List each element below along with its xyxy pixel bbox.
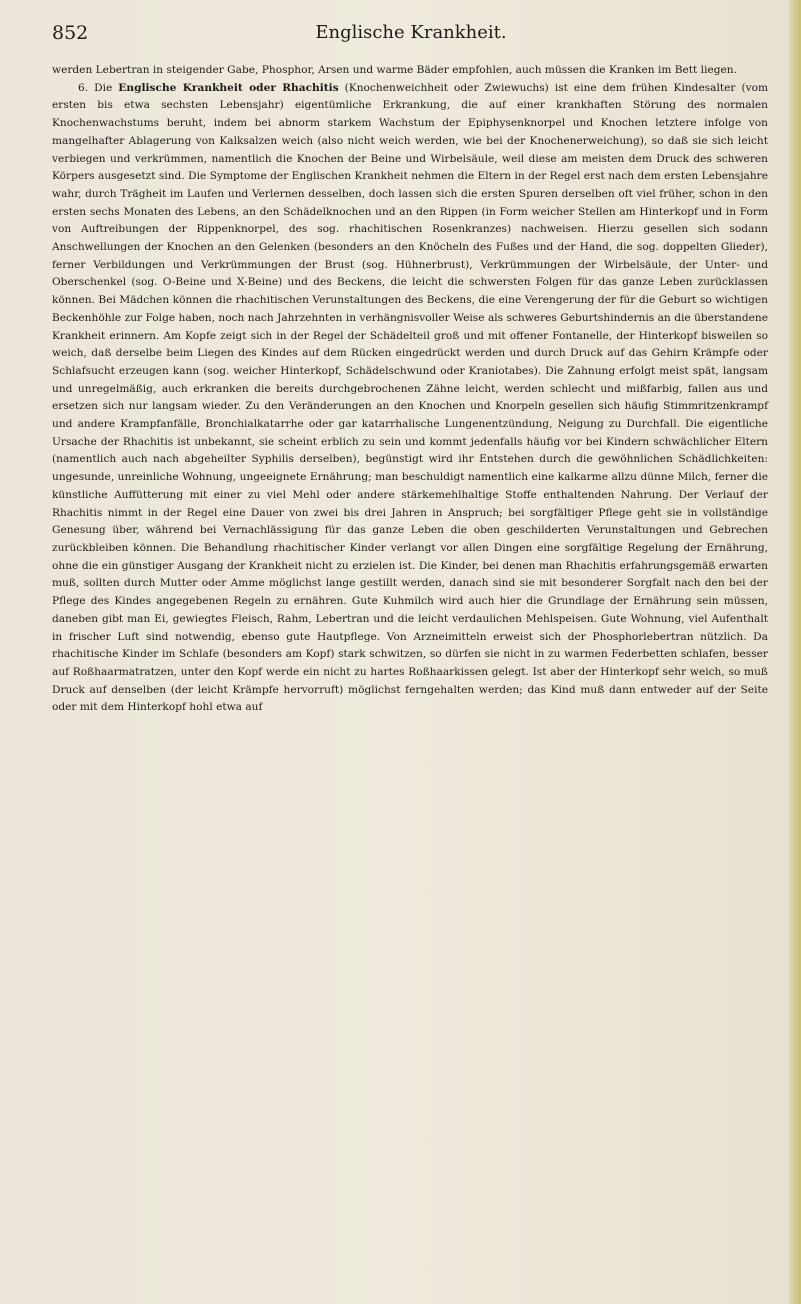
paragraph-text: werden Lebertran in steigender Gabe, Phosphor, Arsen und warme Bäder empfohlen, auch müssen die Kranken im Bett liegen. bbox=[52, 64, 737, 76]
running-title: Englische Krankheit. bbox=[315, 22, 507, 43]
paragraph-english-disease bbox=[52, 80, 768, 717]
page-number: 852 bbox=[52, 22, 89, 44]
paragraph-number: 6. Die bbox=[78, 81, 119, 94]
body-text bbox=[52, 62, 768, 717]
paragraph-continuation bbox=[52, 62, 768, 80]
page-header bbox=[52, 22, 770, 52]
section-heading: Englische Krankheit oder Rhachitis bbox=[118, 81, 339, 94]
paragraph-text: (Knochenweichheit oder Zwiewuchs) ist eine dem frühen Kindesalter (vom ersten bis etwa sechsten Lebensjahr) eigentümliche Erkrankung, die auf einer krankhaften Störung des normalen Knochenwachstums beruht, indem bei abnorm starkem Wachstum der Epiphysenknorpel und Knochen letztere infolge von mangelhafter Ablagerung von Kalksalzen weich (also nicht weich werden, wie bei der Knochenerweichung), so daß sie sich leicht verbiegen und verkrümmen, namentlich die Knochen der Beine und Wirbelsäule, weil diese am meisten dem Druck des schweren Körpers ausgesetzt sind. Die Symptome der Englischen Krankheit nehmen die Eltern in der Regel erst nach dem ersten Lebensjahre wahr, durch Trägheit im Laufen und Verlernen desselben, doch lassen sich die ersten Spuren derselben oft viel früher, schon in den ersten sechs Monaten des Lebens, an den Schädelknochen und an den Rippen (in Form weicher Stellen am Hinterkopf und in Form von Auftreibungen der Rippenknorpel, des sog. rhachitischen Rosenkranzes) nachweisen. Hierzu gesellen sich sodann Anschwellungen der Knochen an den Gelenken (besonders an den Knöcheln des Fußes und der Hand, die sog. doppelten Glieder), ferner Verbildungen und Verkrümmungen der Brust (sog. Hühnerbrust), Verkrümmungen der Wirbelsäule, der Unter- und Oberschenkel (sog. O-Beine und X-Beine) und des Beckens, die leicht die schwersten Folgen für das ganze Leben zurücklassen können. Bei Mädchen können die rhachitischen Verunstaltungen des Beckens, die eine Verengerung der für die Geburt so wichtigen Beckenhöhle zur Folge haben, noch nach Jahrzehnten in verhängnisvoller Weise als schweres Geburtshindernis an die überstandene Krankheit erinnern. Am Kopfe zeigt sich in der Regel der Schädelteil groß und mit offener Fontanelle, der Hinterkopf bisweilen so weich, daß derselbe beim Liegen des Kindes auf dem Rücken eingedrückt werden und durch Druck auf das Gehirn Krämpfe oder Schlafsucht erzeugen kann (sog. weicher Hinterkopf, Schädelschwund oder Kraniotabes). Die Zahnung erfolgt meist spät, langsam und unregelmäßig, auch erkranken die bereits durchgebrochenen Zähne leicht, werden schlecht und mißfarbig, fallen aus und ersetzen sich nur langsam wieder. Zu den Veränderungen an den Knochen und Knorpeln gesellen sich häufig Stimmritzenkrampf und andere Krampfanfälle, Bronchialkatarrhe oder gar katarrhalische Lungenentzündung, Neigung zu Durchfall. Die eigentliche Ursache der Rhachitis ist unbekannt, sie scheint erblich zu sein und kommt jedenfalls häufig vor bei Kindern schwächlicher Eltern (namentlich auch nach abgeheilter Syphilis derselben), begünstigt wird ihr Entstehen durch die gewöhnlichen Schädlichkeiten: ungesunde, unreinliche Wohnung, ungeeignete Ernährung; man beschuldigt namentlich eine kalkarme allzu dünne Milch, ferner die künstliche Auffütterung mit einer zu viel Mehl oder andere stärkemehlhaltige Stoffe enthaltenden Nahrung. Der Verlauf der Rhachitis nimmt in der Regel eine Dauer von zwei bis drei Jahren in Anspruch; bei sorgfältiger Pflege geht sie in vollständige Genesung über, während bei Vernachlässigung für das ganze Leben die oben geschilderten Verunstaltungen und Gebrechen zurückbleiben können. Die Behandlung rhachitischer Kinder verlangt vor allen Dingen eine sorgfältige Regelung der Ernährung, ohne die ein günstiger Ausgang der Krankheit nicht zu erzielen ist. Die Kinder, bei denen man Rhachitis erfahrungsgemäß erwarten muß, sollten durch Mutter oder Amme möglichst lange gestillt werden, danach sind sie mit besonderer Sorgfalt nach den bei der Pflege des Kindes angegebenen Regeln zu ernähren. Gute Kuhmilch wird auch hier die Grundlage der Ernährung sein müssen, daneben gibt man Ei, gewiegtes Fleisch, Rahm, Lebertran und die leicht verdaulichen Mehlspeisen. Gute Wohnung, viel Aufenthalt in frischer Luft sind notwendig, ebenso gute Hautpflege. Von Arzneimitteln erweist sich der Phosphorlebertran nützlich. Da rhachitische Kinder im Schlafe (besonders am Kopf) stark schwitzen, so dürfen sie nicht in zu warmen Federbetten schlafen, besser auf Roßhaarmatratzen, unter den Kopf werde ein nicht zu hartes Roßhaarkissen gelegt. Ist aber der Hinterkopf sehr weich, so muß Druck auf denselben (der leicht Krämpfe hervorruft) möglichst ferngehalten werden; das Kind muß dann entweder auf der Seite oder mit dem Hinterkopf hohl etwa auf bbox=[52, 81, 768, 714]
page-edge-shadow bbox=[787, 0, 801, 1304]
